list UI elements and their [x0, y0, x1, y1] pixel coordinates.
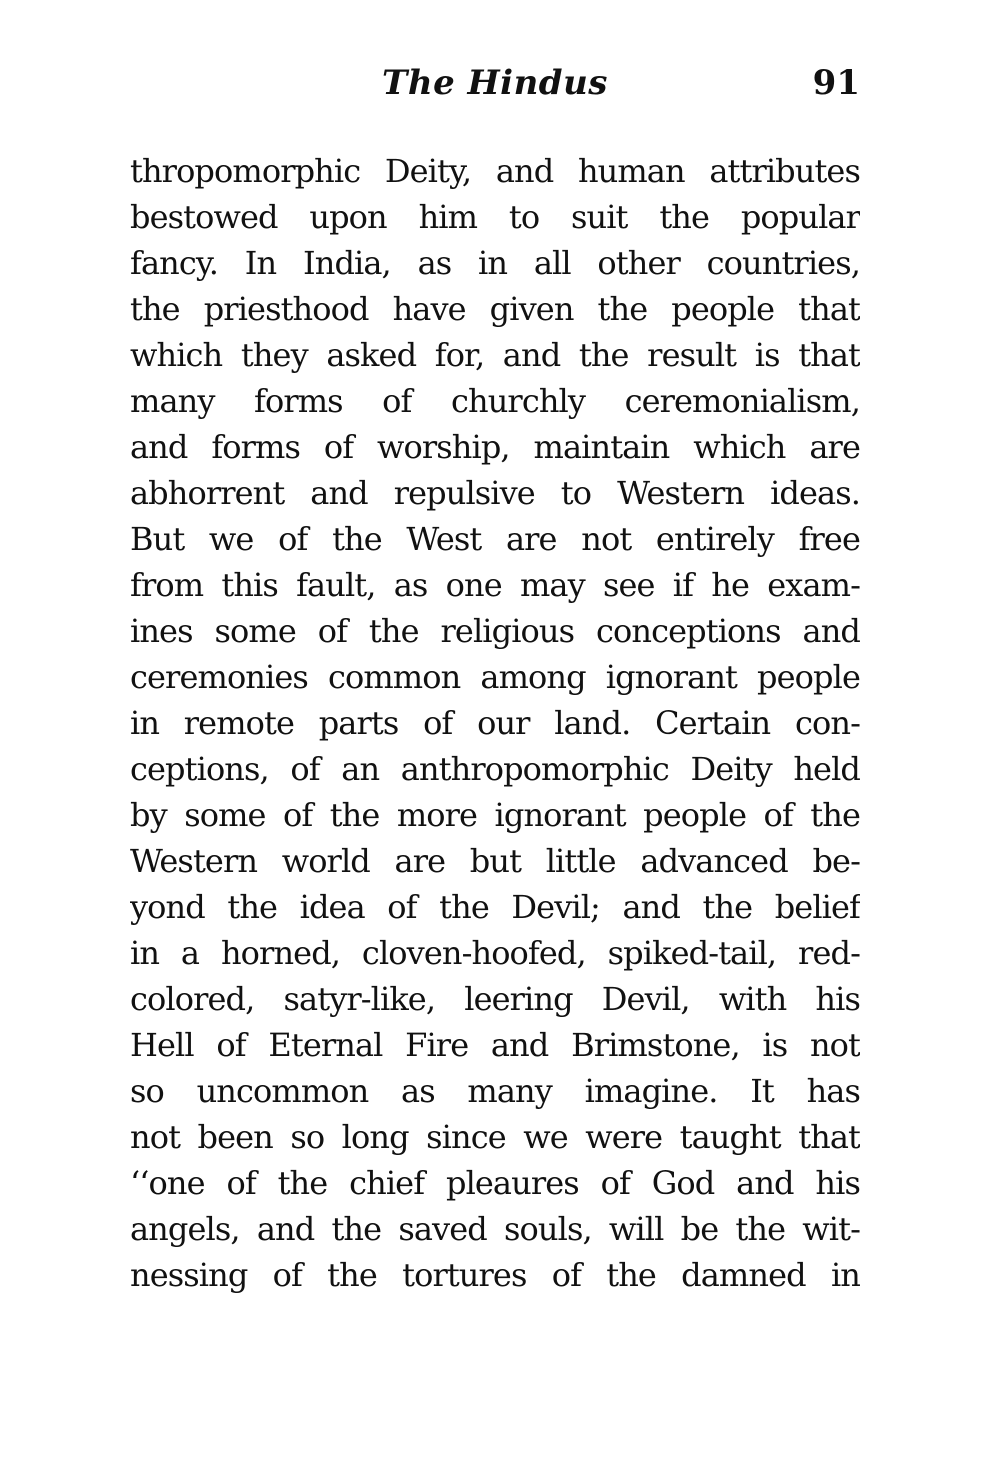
- body-text: [130, 148, 860, 1298]
- text-line-4: the priesthood have given the people that: [130, 290, 860, 328]
- text-line-19: colored, satyr-like, leering Devil, with his: [130, 980, 860, 1018]
- text-line-10: from this fault, as one may see if he exam-: [130, 566, 860, 604]
- running-head: [130, 58, 860, 114]
- text-line-9: But we of the West are not entirely free: [130, 520, 860, 558]
- running-title: The Hindus: [382, 63, 608, 103]
- text-line-5: which they asked for, and the result is that: [130, 336, 860, 374]
- text-line-20: Hell of Eternal Fire and Brimstone, is not: [130, 1026, 860, 1064]
- text-line-17: yond the idea of the Devil; and the belief: [130, 888, 860, 926]
- text-line-2: bestowed upon him to suit the popular: [130, 198, 860, 236]
- text-line-14: ceptions, of an anthropomorphic Deity held: [130, 750, 860, 788]
- text-line-8: abhorrent and repulsive to Western ideas.: [130, 474, 860, 512]
- text-line-22: not been so long since we were taught that: [130, 1118, 860, 1156]
- text-line-13: in remote parts of our land. Certain con-: [130, 704, 860, 742]
- text-line-24: angels, and the saved souls, will be the wit-: [130, 1210, 860, 1248]
- text-line-25: nessing of the tortures of the damned in: [130, 1256, 860, 1294]
- text-line-1: thropomorphic Deity, and human attributes: [130, 152, 860, 190]
- text-line-6: many forms of churchly ceremonialism,: [130, 382, 860, 420]
- text-line-3: fancy. In India, as in all other countries,: [130, 244, 860, 282]
- text-line-12: ceremonies common among ignorant people: [130, 658, 860, 696]
- text-line-18: in a horned, cloven-hoofed, spiked-tail, red-: [130, 934, 860, 972]
- text-line-21: so uncommon as many imagine. It has: [130, 1072, 860, 1110]
- text-line-11: ines some of the religious conceptions and: [130, 612, 860, 650]
- page-number: 91: [812, 63, 860, 103]
- text-line-16: Western world are but little advanced be-: [130, 842, 860, 880]
- text-line-23: ‘‘one of the chief pleaures of God and his: [130, 1164, 860, 1202]
- text-line-7: and forms of worship, maintain which are: [130, 428, 860, 466]
- text-line-15: by some of the more ignorant people of the: [130, 796, 860, 834]
